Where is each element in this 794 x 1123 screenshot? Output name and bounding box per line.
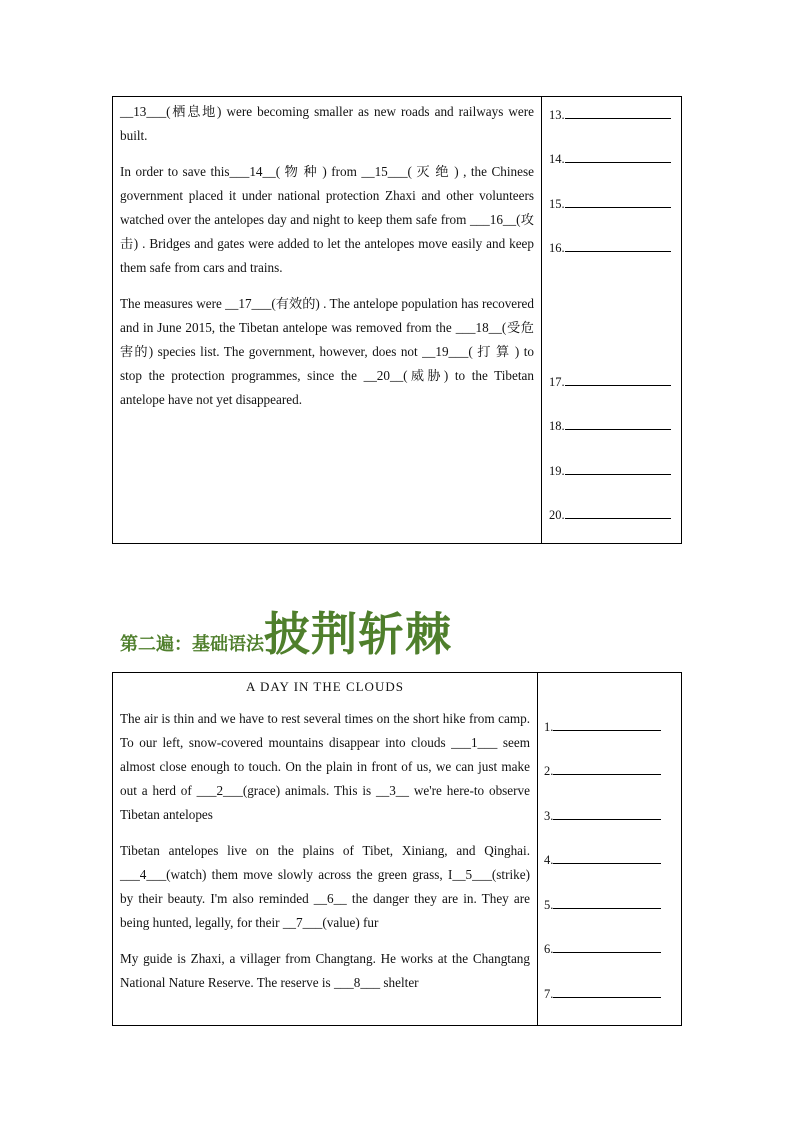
answer-blank-16[interactable] (549, 240, 671, 256)
answer-number: 2. (544, 764, 554, 778)
answer-number: 4. (544, 853, 554, 867)
answer-blank-14[interactable] (549, 151, 671, 167)
answer-number: 16. (549, 241, 565, 255)
answer-blank-15[interactable] (549, 196, 671, 212)
passage-paragraph-2: Tibetan antelopes live on the plains of Tibet, Xiniang, and Qinghai. ___4___(watch) them move slowly across the green grass, I__5___(strike) by their beauty. I'm also reminded __6__ the danger they are in. They are being hunted, legally, for their __7___(value) fur (120, 843, 530, 930)
passage-paragraph-3: The measures were __17___(有效的) . The antelope population has recovered and in June 2015, the Tibetan antelope was removed from the ___18__(受危害的) species list. The government, however, does not __19___( 打 算 ) to stop the protection programmes, since the __20__(威胁) to the Tibetan antelope have not yet disappeared. (120, 296, 534, 407)
answer-number: 5. (544, 898, 554, 912)
answer-number: 18. (549, 419, 565, 433)
answer-number: 6. (544, 942, 554, 956)
answer-blank-4[interactable] (544, 852, 661, 868)
answer-number: 1. (544, 720, 554, 734)
answer-blank-18[interactable] (549, 418, 671, 434)
answer-blank-1[interactable] (544, 719, 661, 735)
passage-paragraph-1: The air is thin and we have to rest several times on the short hike from camp. To our left, snow-covered mountains disappear into clouds ___1___ seem almost close enough to touch. On the plain in front of us, we can just make out a herd of ___2___(grace) animals. This is __3__ we're here-to observe Tibetan antelopes (120, 711, 530, 822)
passage-column (120, 100, 534, 412)
answer-column (549, 97, 675, 543)
top-exercise-table (112, 96, 682, 544)
answer-blank-20[interactable] (549, 507, 671, 523)
answer-number: 20. (549, 508, 565, 522)
answer-number: 13. (549, 108, 565, 122)
answer-blank-6[interactable] (544, 941, 661, 957)
table-divider (537, 673, 538, 1025)
answer-number: 7. (544, 987, 554, 1001)
passage-paragraph-1: __13___(栖息地) were becoming smaller as new roads and railways were built. (120, 104, 534, 143)
answer-number: 17. (549, 375, 565, 389)
answer-blank-7[interactable] (544, 986, 661, 1002)
answer-blank-2[interactable] (544, 763, 661, 779)
answer-number: 14. (549, 152, 565, 166)
answer-number: 15. (549, 197, 565, 211)
answer-blank-19[interactable] (549, 463, 671, 479)
answer-number: 3. (544, 809, 554, 823)
answer-blank-5[interactable] (544, 897, 661, 913)
table-divider (541, 97, 542, 543)
passage-paragraph-3: My guide is Zhaxi, a villager from Changtang. He works at the Changtang National Nature Reserve. The reserve is ___8___ shelter (120, 951, 530, 990)
section-heading (120, 598, 452, 662)
section-heading-title: 披荆斩棘 (264, 607, 452, 661)
answer-blank-13[interactable] (549, 107, 671, 123)
passage-title: A DAY IN THE CLOUDS (246, 679, 404, 694)
section-heading-label: 第二遍：基础语法 (120, 634, 264, 655)
answer-column (544, 673, 676, 1025)
bottom-exercise-table (112, 672, 682, 1026)
answer-blank-17[interactable] (549, 374, 671, 390)
answer-blank-3[interactable] (544, 808, 661, 824)
passage-column (120, 677, 530, 995)
answer-number: 19. (549, 464, 565, 478)
passage-paragraph-2: In order to save this___14__( 物 种 ) from __15___( 灭 绝 ) , the Chinese government placed it under national protection Zhaxi and other volunteers watched over the antelopes day and night to keep them safe from ___16__(攻击) . Bridges and gates were added to let the antelopes move easily and keep them safe from cars and trains. (120, 164, 534, 275)
